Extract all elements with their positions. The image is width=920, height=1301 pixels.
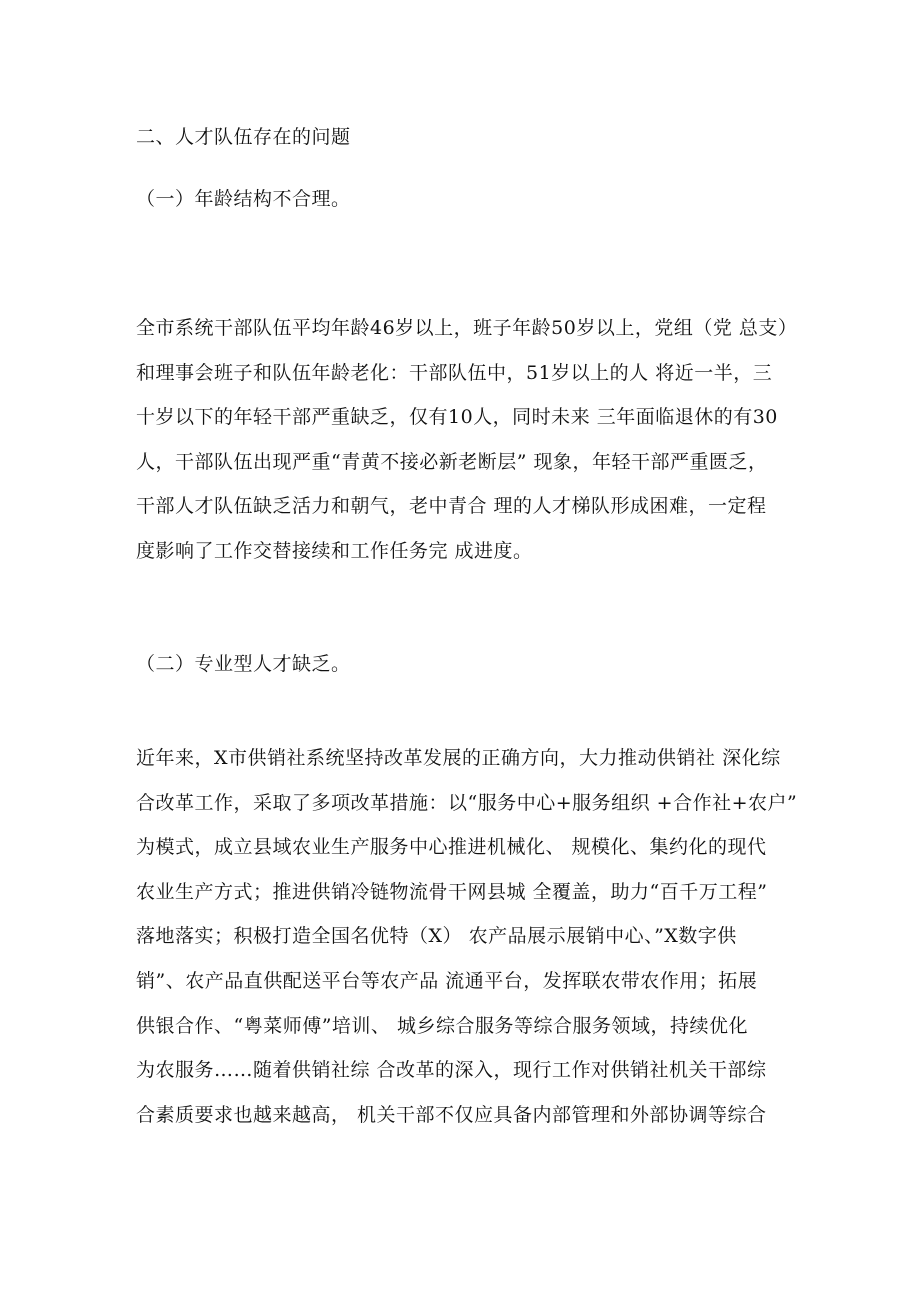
paragraph-line: 销”、农产品直供配送平台等农产品 流通平台，发挥联农带农作用；拓展 — [136, 969, 758, 992]
subsection-heading-professional-talent: （二）专业型人才缺乏。 — [136, 653, 351, 675]
paragraph-line: 度影响了工作交替接续和工作任务完 成进度。 — [136, 539, 533, 562]
paragraph-line: 为农服务……随着供销社综 合改革的深入，现行工作对供销社机关干部综 — [136, 1059, 767, 1082]
paragraph-line: 合素质要求也越来越高， 机关干部不仅应具备内部管理和外部协调等综合 — [136, 1103, 767, 1126]
paragraph-line: 十岁以下的年轻干部严重缺乏，仅有10人，同时未来 三年面临退休的有30 — [136, 406, 778, 429]
paragraph-line: 供银合作、“粤菜师傅”培训、 城乡综合服务等综合服务领域，持续优化 — [136, 1014, 748, 1037]
paragraph-professional-talent — [136, 736, 804, 1137]
paragraph-line: 农业生产方式；推进供销冷链物流骨干网县城 全覆盖，助力“百千万工程” — [136, 880, 768, 903]
paragraph-line: 和理事会班子和队伍年龄老化：干部队伍中，51岁以上的人 将近一半，三 — [136, 361, 773, 384]
section-heading: 二、人才队伍存在的问题 — [136, 126, 351, 148]
paragraph-line: 落地落实；积极打造全国名优特（X） 农产品展示展销中心、”X数字供 — [136, 925, 737, 948]
paragraph-line: 全市系统干部队伍平均年龄46岁以上，班子年龄50岁以上，党组（党 总支） — [136, 317, 798, 339]
paragraph-age-structure — [136, 306, 804, 574]
paragraph-line: 为模式，成立县域农业生产服务中心推进机械化、 规模化、集约化的现代 — [136, 836, 767, 859]
paragraph-line: 人，干部队伍出现严重“青黄不接必新老断层” 现象，年轻干部严重匮乏， — [136, 450, 768, 473]
subsection-heading-age-structure: （一）年龄结构不合理。 — [136, 188, 351, 210]
paragraph-line: 近年来，X市供销社系统坚持改革发展的正确方向，大力推动供销社 深化综 — [136, 747, 781, 769]
paragraph-line: 合改革工作，采取了多项改革措施：以“服务中心+服务组织 +合作社+农户” — [136, 791, 798, 814]
paragraph-line: 干部人才队伍缺乏活力和朝气，老中青合 理的人才梯队形成困难，一定程 — [136, 495, 767, 518]
